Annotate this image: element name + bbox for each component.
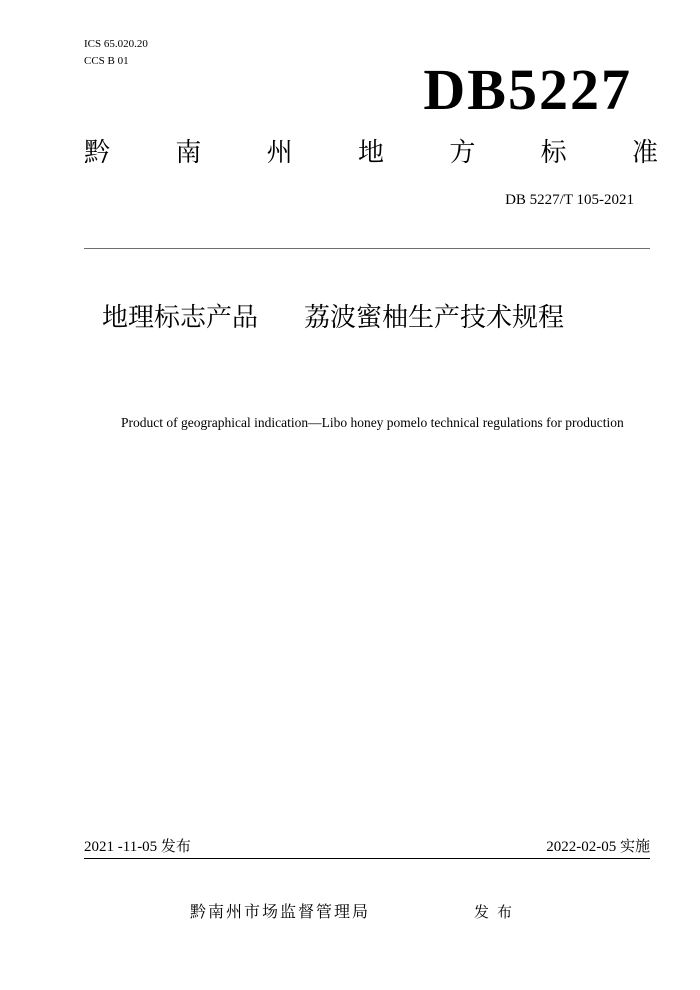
standard-type — [84, 136, 658, 170]
standard-type-char: 州 — [266, 138, 293, 168]
title-chinese-part2: 荔波蜜柚生产技术规程 — [304, 303, 565, 333]
standard-type-char: 标 — [540, 138, 567, 168]
title-chinese — [102, 300, 564, 336]
ics-code: ICS 65.020.20 — [84, 38, 148, 50]
ccs-code: CCS B 01 — [84, 55, 129, 67]
publish-word: 发布 — [474, 903, 521, 921]
issue-date: 2021 -11-05 发布 — [84, 839, 191, 855]
standard-number: DB 5227/T 105-2021 — [505, 192, 634, 208]
date-row — [84, 836, 650, 859]
header-divider — [84, 248, 650, 249]
standard-type-char: 南 — [175, 138, 202, 168]
standard-type-char: 方 — [449, 138, 476, 168]
title-chinese-part1: 地理标志产品 — [102, 303, 259, 333]
standard-type-char: 地 — [357, 138, 384, 168]
standard-type-char: 准 — [631, 138, 658, 168]
implementation-date: 2022-02-05 实施 — [546, 839, 650, 855]
standard-type-char: 黔 — [84, 138, 111, 168]
classification-codes — [84, 36, 148, 70]
title-english: Product of geographical indication—Libo honey pomelo technical regulations for production — [121, 415, 624, 430]
standard-code: DB5227 — [423, 57, 632, 122]
publisher: 黔南州市场监督管理局 — [190, 902, 371, 921]
